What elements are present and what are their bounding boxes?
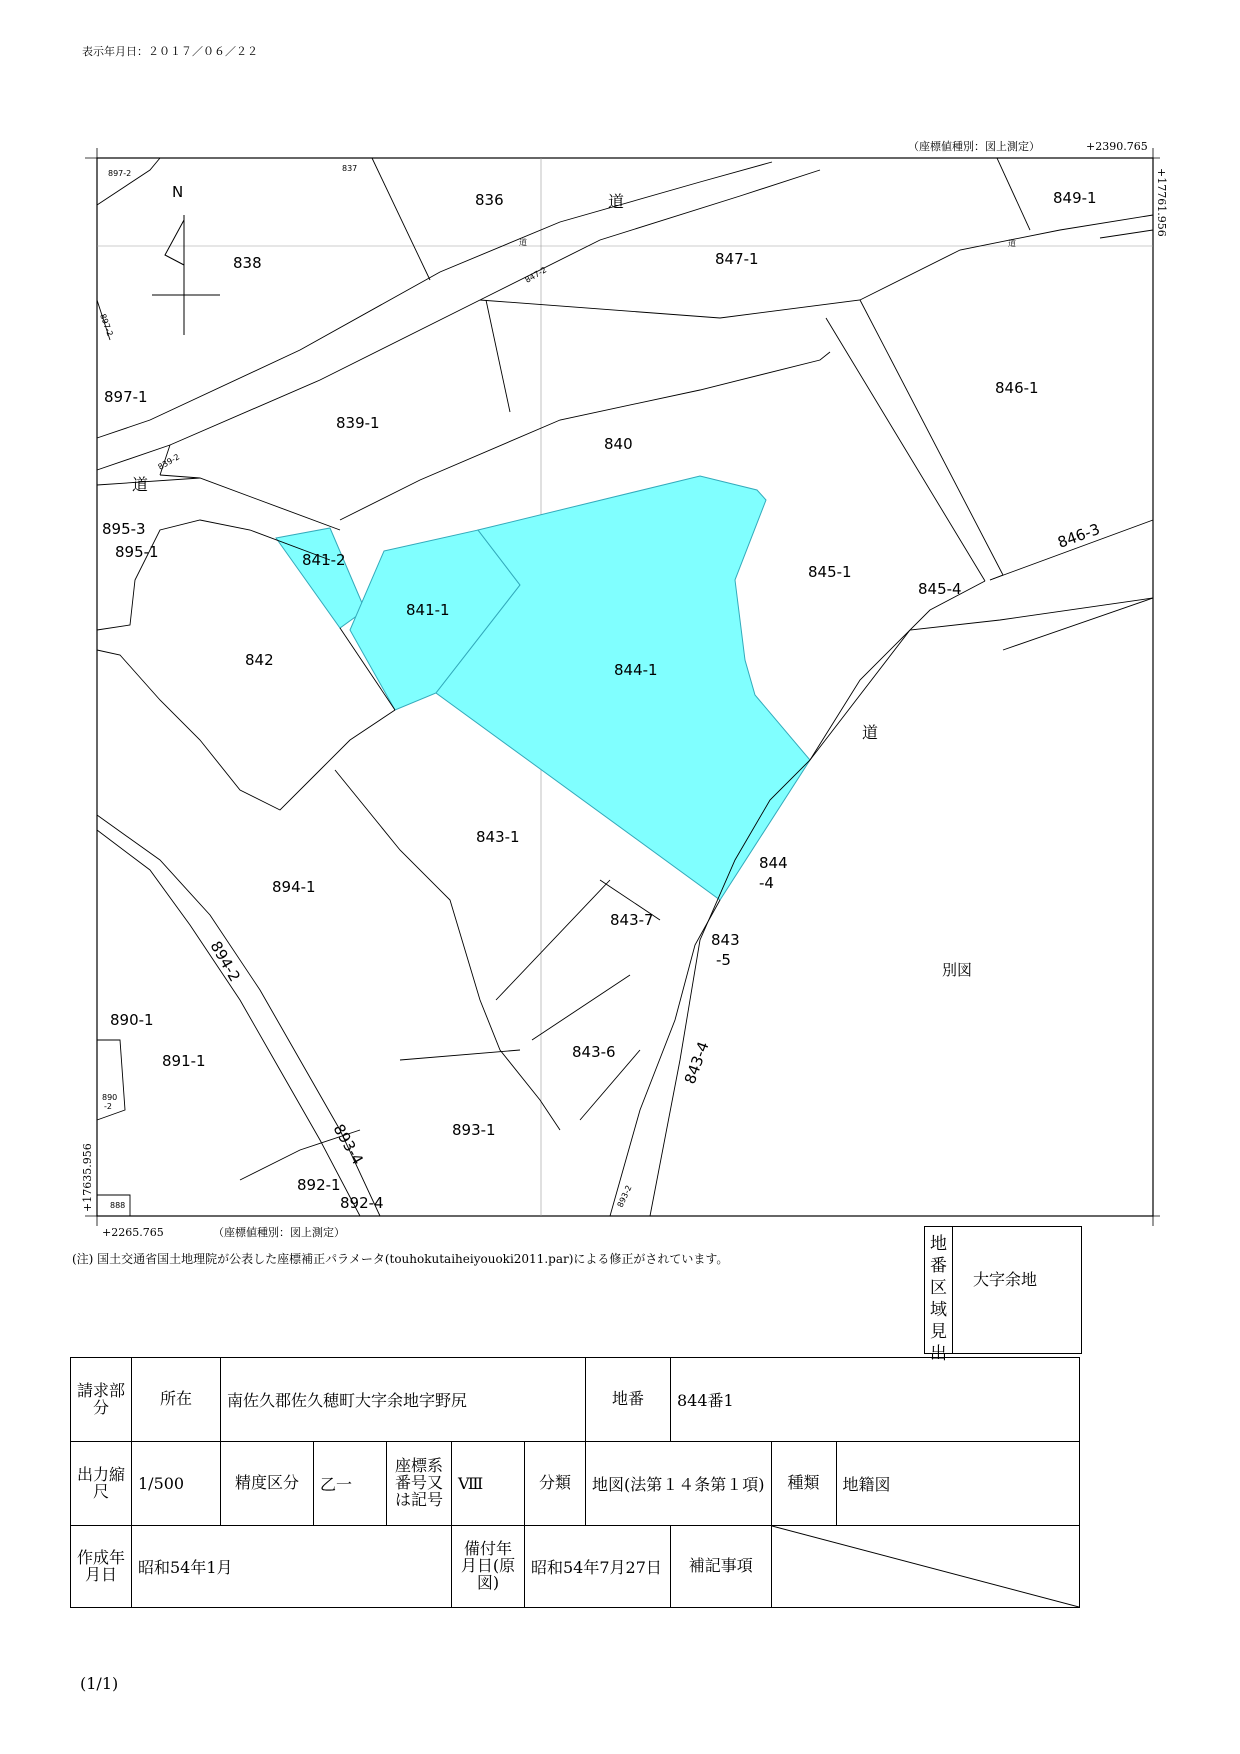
parcel-label: 840 <box>604 435 633 453</box>
parcel-label: 846-3 <box>1055 519 1103 552</box>
road-label: 道 <box>132 475 149 494</box>
parcel-label: 893-2 <box>615 1183 634 1209</box>
parcel-label: 845-1 <box>808 563 852 581</box>
region-name: 大字余地 <box>973 1270 1038 1289</box>
location-value: 南佐久郡佐久穂町大字余地字野尻 <box>221 1358 586 1442</box>
created-value: 昭和54年1月 <box>132 1526 452 1608</box>
parcel-label: -5 <box>716 951 731 969</box>
parcel-label: 843-1 <box>476 828 520 846</box>
parcel-label: 841-2 <box>302 551 346 569</box>
parcel-label: 846-1 <box>995 379 1039 397</box>
class-value: 地図(法第１４条第１項) <box>586 1442 772 1526</box>
kind-value: 地籍図 <box>836 1442 1079 1526</box>
coord-left-vertical: +17635.956 <box>81 1143 94 1212</box>
parcel-label: 891-1 <box>162 1052 206 1070</box>
coord-bottom-left: +2265.765 <box>102 1226 164 1239</box>
display-date: 表示年月日：２０１７／０６／２２ <box>82 45 258 58</box>
north-arrow-icon <box>152 215 220 335</box>
parcel-label: 842 <box>245 651 274 669</box>
road-label: 道 <box>862 723 879 742</box>
lot-label: 地番 <box>586 1358 671 1442</box>
road-label: 道 <box>519 238 527 247</box>
coord-top-right: +2390.765 <box>1086 140 1148 153</box>
parcel-label: 890 <box>102 1093 118 1102</box>
parcel-label: 845-4 <box>918 580 962 598</box>
north-label: N <box>172 183 184 201</box>
remarks-value <box>771 1526 1079 1608</box>
parcel-label: 895-3 <box>102 520 146 538</box>
parcel-label: 849-1 <box>1053 189 1097 207</box>
parcel-label: 843 <box>711 931 740 949</box>
parcel-label: 897-2 <box>98 312 115 338</box>
parcel-label: 894-1 <box>272 878 316 896</box>
parcel-label: -4 <box>759 874 774 892</box>
remarks-label: 補記事項 <box>671 1526 772 1608</box>
parcel-label: 897-1 <box>104 388 148 406</box>
precision-label: 精度区分 <box>221 1442 314 1526</box>
parcel-label: 890-1 <box>110 1011 154 1029</box>
road-label: 道 <box>608 192 625 211</box>
parcel-label: 893-4 <box>329 1121 367 1168</box>
coord-type-top: （座標値種別：図上測定） <box>908 140 1040 153</box>
parcel-label: 837 <box>342 164 358 173</box>
parcel-label: 839-1 <box>336 414 380 432</box>
class-label: 分類 <box>525 1442 586 1526</box>
scale-label: 出力縮尺 <box>71 1442 132 1526</box>
region-index-header: 地番区域見出 <box>925 1227 953 1353</box>
parcel-label: 897-2 <box>108 169 132 178</box>
coord-system-label: 座標系番号又は記号 <box>387 1442 452 1526</box>
coord-system-value: Ⅷ <box>452 1442 525 1526</box>
location-label: 所在 <box>132 1358 221 1442</box>
parcel-label: 838 <box>233 254 262 272</box>
info-table <box>70 1357 1080 1608</box>
prepared-label: 備付年月日(原図) <box>452 1526 525 1608</box>
parcel-label: 844 <box>759 854 788 872</box>
parcel-label: 894-2 <box>206 938 244 985</box>
precision-value: 乙一 <box>314 1442 387 1526</box>
parcel-label: 847-2 <box>523 265 549 285</box>
lot-value: 844番1 <box>671 1358 1080 1442</box>
parcel-label: 841-1 <box>406 601 450 619</box>
parcel-label: 888 <box>110 1201 126 1210</box>
parcel-label: 893-1 <box>452 1121 496 1139</box>
parcel-label: 839-2 <box>156 452 182 472</box>
parcel-label: 843-6 <box>572 1043 616 1061</box>
parcel-label: 843-4 <box>680 1039 713 1087</box>
scale-value: 1/500 <box>132 1442 221 1526</box>
coord-right-vertical: +17761.956 <box>1155 168 1168 237</box>
parcel-label: 895-1 <box>115 543 159 561</box>
parcel-label: -2 <box>104 1102 112 1111</box>
kind-label: 種類 <box>771 1442 836 1526</box>
prepared-value: 昭和54年7月27日 <box>525 1526 671 1608</box>
other-sheet-label: 別図 <box>942 961 973 979</box>
created-label: 作成年月日 <box>71 1526 132 1608</box>
road-label: 道 <box>1008 239 1016 248</box>
parcel-label: 844-1 <box>614 661 658 679</box>
region-index-box <box>924 1226 1082 1364</box>
parcel-label: 892-4 <box>340 1194 384 1212</box>
parcel-label: 847-1 <box>715 250 759 268</box>
coord-type-bottom: （座標値種別：図上測定） <box>213 1226 345 1239</box>
footnote: (注) 国土交通省国土地理院が公表した座標補正パラメータ(touhokutaiheiyouoki2011.par)による修正がされています。 <box>72 1252 729 1266</box>
parcel-label: 843-7 <box>610 911 654 929</box>
parcel-label: 836 <box>475 191 504 209</box>
parcel-label: 892-1 <box>297 1176 341 1194</box>
request-label: 請求部分 <box>71 1358 132 1442</box>
parcel-841-2 <box>276 528 365 628</box>
page-number: (1/1) <box>80 1674 119 1693</box>
